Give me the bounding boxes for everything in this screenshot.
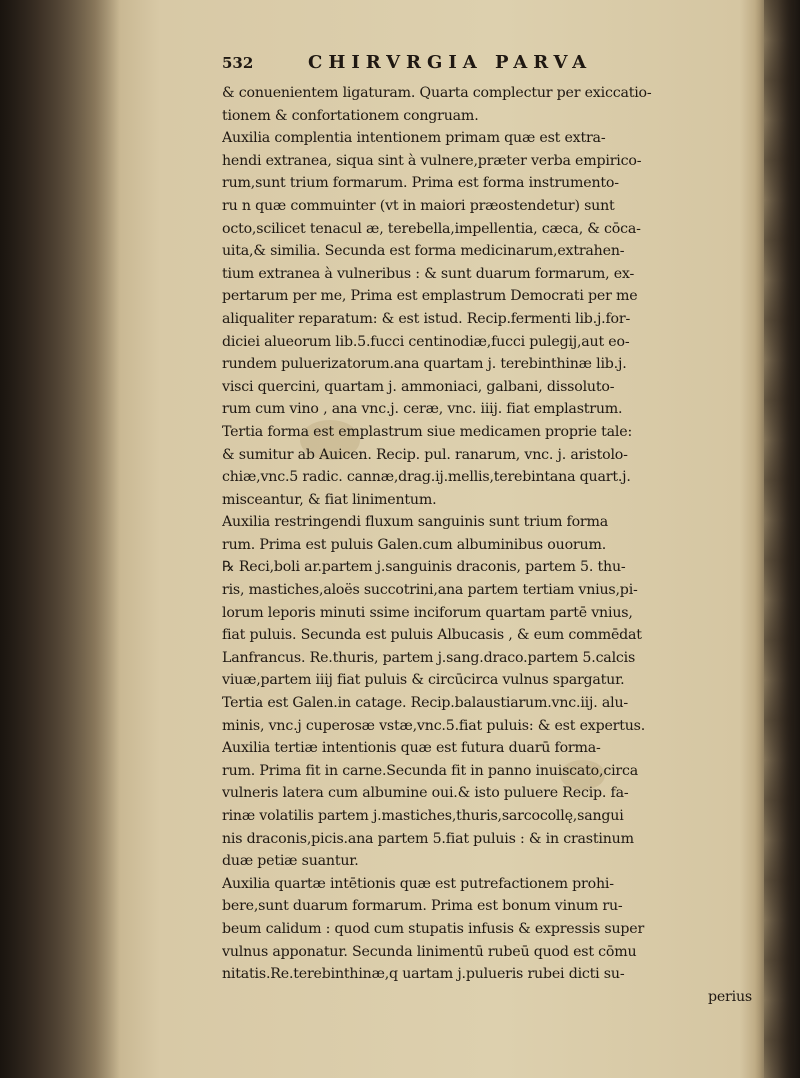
text-line: fiat puluis. Secunda est puluis Albucasis , & eum commēdat [222,627,642,644]
gutter-shadow [0,0,120,1078]
page-header [222,52,762,82]
text-line: pertarum per me, Prima est emplastrum Democrati per me [222,288,638,305]
text-line: Auxilia quartæ intētionis quæ est putrefactionem prohi- [222,875,614,892]
body-text [222,82,762,986]
text-line: & conuenientem ligaturam. Quarta complectur per exiccatio- [222,85,652,101]
text-line: chiæ,vnc.5 radic. cannæ,drag.ij.mellis,terebintana quart.j. [222,469,631,486]
text-line: tionem & confortationem congruam. [222,107,479,124]
text-line: nis draconis,picis.ana partem 5.fiat puluis : & in crastinum [222,830,634,847]
text-line: ℞ Reci,boli ar.partem j.sanguinis draconis, partem 5. thu- [222,559,626,576]
text-line: hendi extranea, siqua sint à vulnere,præter verba empirico- [222,152,642,169]
folio-number: 532 [222,54,254,72]
book-page [222,52,762,1008]
text-line: beum calidum : quod cum stupatis infusis & expressis super [222,920,645,937]
text-line: rinæ volatilis partem j.mastiches,thuris,sarcocollę,sangui [222,808,624,824]
text-line: tium extranea à vulneribus : & sunt duarum formarum, ex- [222,265,635,282]
text-line: misceantur, & fiat linimentum. [222,491,437,508]
running-title: CHIRVRGIA PARVA [308,52,593,73]
text-line: viuæ,partem iiij fiat puluis & circūcirca vulnus spargatur. [222,672,625,689]
text-line: rundem puluerizatorum.ana quartam j. terebinthinæ lib.j. [222,356,627,373]
text-line: vulnus apponatur. Secunda linimentū rubeū quod est cōmu [222,943,637,960]
text-line: bere,sunt duarum formarum. Prima est bonum vinum ru- [222,898,623,915]
text-line: & sumitur ab Auicen. Recip. pul. ranarum, vnc. j. aristolo- [222,446,628,463]
catchword: perius [707,988,752,1005]
text-line: ru n quæ commuinter (vt in maiori præostendetur) sunt [222,197,615,214]
text-line: rum,sunt trium formarum. Prima est forma instrumento- [222,175,619,192]
text-line: Tertia forma est emplastrum siue medicamen proprie tale: [222,423,633,440]
text-line: Tertia est Galen.in catage. Recip.balaustiarum.vnc.iij. alu- [222,695,628,712]
text-line: rum cum vino , ana vnc.j. ceræ, vnc. iiij. fiat emplastrum. [222,401,623,418]
text-line: diciei alueorum lib.5.fucci centinodiæ,fucci pulegij,aut eo- [222,333,630,350]
text-line: duæ petiæ suantur. [222,853,359,870]
text-line: uita,& similia. Secunda est forma medicinarum,extrahen- [222,243,625,260]
text-line: Auxilia restringendi fluxum sanguinis sunt trium forma [222,514,609,531]
text-line: vulneris latera cum albumine oui.& isto puluere Recip. fa- [222,785,629,802]
text-line: lorum leporis minuti ssime inciforum quartam partē vnius, [222,604,633,621]
text-line: nitatis.Re.terebinthinæ,q uartam j.pulueris rubei dicti su- [222,966,625,983]
text-line: Auxilia tertiæ intentionis quæ est futura duarū forma- [222,740,601,757]
text-line: aliqualiter reparatum: & est istud. Recip.fermenti lib.j.for- [222,310,631,327]
text-line: ris, mastiches,aloës succotrini,ana partem tertiam vnius,pi- [222,582,638,599]
text-line: visci quercini, quartam j. ammoniaci, galbani, dissoluto- [222,378,615,395]
text-line: rum. Prima fit in carne.Secunda fit in panno inuiscato,circa [222,762,638,779]
text-line: octo,scilicet tenacul æ, terebella,impellentia, cæca, & cōca- [222,220,641,237]
text-line: Lanfrancus. Re.thuris, partem j.sang.draco.partem 5.calcis [222,649,636,666]
text-line: minis, vnc.j cuperosæ vstæ,vnc.5.fiat puluis: & est expertus. [222,717,646,734]
text-line: Auxilia complentia intentionem primam quæ est extra- [222,130,606,147]
text-line: rum. Prima est puluis Galen.cum albuminibus ouorum. [222,536,607,553]
